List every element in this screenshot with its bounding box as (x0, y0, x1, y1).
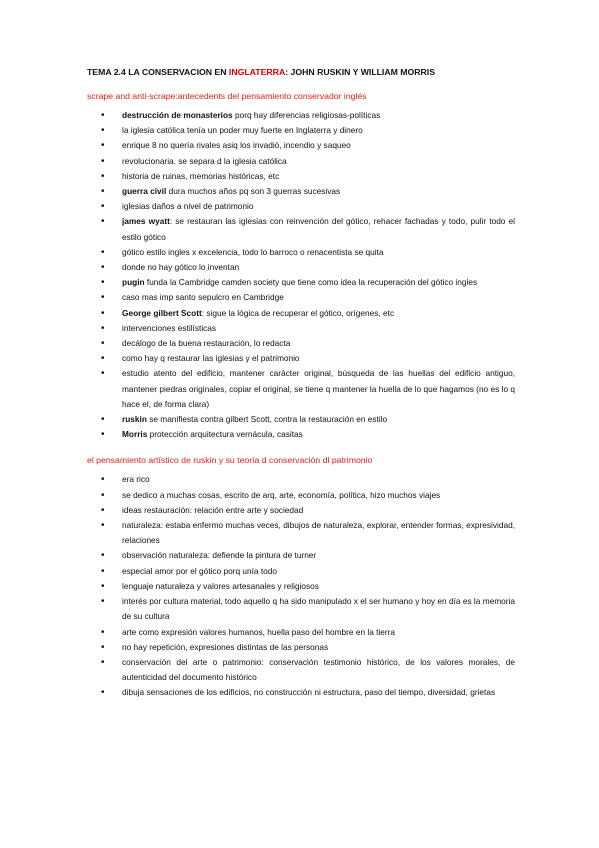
list-item (87, 412, 515, 427)
bullet-icon: • (101, 155, 105, 167)
list-item-text: : se restauran las iglesias con reinvención del gótico, rehacer fachadas y todo, pulir todo el estilo gótico (122, 216, 515, 242)
list-item (87, 503, 515, 518)
bullet-icon: • (101, 277, 105, 289)
list-item-text: gótico estilo ingles x excelencia, todo lo barroco o renacentista se quita (122, 246, 384, 257)
list-item-text: ideas restauración: relación entre arte y sociedad (122, 504, 304, 515)
list-item (87, 655, 515, 685)
list-item (87, 625, 515, 640)
bullet-icon: • (101, 550, 105, 562)
list-item-text: dura muchos años pq son 3 guerras sucesivas (166, 186, 341, 197)
list-item-bold-text: ruskin (122, 414, 147, 425)
list-item-text: la iglesia católica tenía un poder muy fuerte en Inglaterra y dinero (122, 125, 363, 136)
list-item-text: protección arquitectura vernácula, casitas (147, 429, 303, 440)
list-item (87, 640, 515, 655)
bullet-icon: • (101, 580, 105, 592)
bullet-icon: • (101, 641, 105, 653)
section-heading-ruskin-theory: el pensamiento artístico de ruskin y su teoría d conservación dl patrimonio (87, 455, 373, 466)
bullet-icon: • (101, 201, 105, 213)
bullet-list-antecedents (87, 108, 515, 442)
list-item-text: estudio atento del edificio, mantener carácter original, búsqueda de las huellas del edificio antiguo, mantener piedras originales, copiar el original, se tiene q mantener la huella de lo que hagamos (no es lo q hace el, de forma clara) (122, 368, 515, 409)
section-heading-antecedents: scrape and anti-scrape:antecedents del pensamiento conservador inglés (87, 91, 367, 101)
list-item-text: arte como expresión valores humanos, huella paso del hombre en la tierra (122, 626, 396, 637)
bullet-icon: • (101, 414, 105, 426)
list-item-text: donde no hay gótico lo inventan (122, 262, 240, 273)
bullet-icon: • (101, 246, 105, 258)
bullet-icon: • (101, 322, 105, 334)
list-item (87, 214, 515, 244)
document-body (87, 66, 515, 701)
list-item-text: intervenciones estilísticas (122, 322, 217, 333)
bullet-icon: • (101, 353, 105, 365)
list-item (87, 169, 515, 184)
bullet-list-ruskin-theory (87, 472, 515, 700)
list-item-text: se dedico a muchas cosas, escrito de arq, arte, economía, política, hizo muchos viajes (122, 489, 441, 500)
bullet-icon: • (101, 262, 105, 274)
list-item-text: no hay repetición, expresiones distintas de las personas (122, 641, 329, 652)
list-item-bold-text: destrucción de monasterios (122, 110, 233, 120)
list-item-text: se manifiesta contra gilbert Scott, contra la restauración en estilo (146, 414, 388, 425)
bullet-icon: • (101, 110, 105, 121)
page-title (87, 66, 515, 78)
list-item (87, 154, 515, 169)
bullet-icon: • (101, 368, 105, 380)
list-item-bold-text: james wyatt (122, 216, 170, 227)
list-item (87, 336, 515, 351)
list-item (87, 579, 515, 594)
list-item (87, 138, 515, 153)
bullet-icon: • (101, 429, 105, 441)
list-item (87, 245, 515, 260)
list-item (87, 199, 515, 214)
bullet-icon: • (101, 520, 105, 532)
list-item-text: decálogo de la buena restauración, lo redacta (122, 338, 291, 349)
list-item (87, 366, 515, 412)
list-item-bold-text: Morris (122, 429, 148, 440)
bullet-icon: • (101, 307, 105, 319)
list-item (87, 108, 515, 123)
title-highlight: INGLATERRA (228, 67, 286, 77)
list-item-bold-text: guerra civil (122, 186, 167, 197)
bullet-icon: • (101, 216, 105, 228)
list-item-text: enrique 8 no quería rivales asiq los invadió, incendio y saqueo (122, 140, 351, 151)
bullet-icon: • (101, 656, 105, 668)
bullet-icon: • (101, 125, 105, 137)
list-item (87, 427, 515, 442)
list-item (87, 564, 515, 579)
list-item (87, 594, 515, 624)
list-item-bold-text: George gilbert Scott (122, 307, 202, 318)
list-item-text: caso mas imp santo sepulcro en Cambridge (122, 292, 284, 303)
list-item-text: conservación del arte o patrimonio: conservación testimonio histórico, de los valores morales, de autenticidad del documento histórico (122, 656, 515, 683)
bullet-icon: • (101, 626, 105, 638)
list-item (87, 488, 515, 503)
list-item-text: naturaleza: estaba enfermo muchas veces, dibujos de naturaleza, explorar, entender formas, expresividad, relaciones (122, 520, 515, 546)
list-item-text: especial amor por el gótico porq unía todo (122, 565, 277, 576)
list-item-text: revolucionaria. se separa d la iglesia católica (122, 155, 287, 166)
list-item (87, 290, 515, 305)
list-item (87, 685, 515, 700)
list-item-text: iglesias daños a nivel de patrimonio (122, 201, 254, 212)
list-item-text: : sigue la lógica de recuperar el gótico, orígenes, etc (201, 307, 395, 318)
bullet-icon: • (101, 504, 105, 516)
bullet-icon: • (101, 292, 105, 304)
list-item-text: dibuja sensaciones de los edificios, no construcción ni estructura, paso del tiempo, diversidad, grietas (122, 687, 496, 698)
bullet-icon: • (101, 489, 105, 501)
list-item (87, 518, 515, 548)
list-item (87, 351, 515, 366)
list-item (87, 306, 515, 321)
bullet-icon: • (101, 687, 105, 699)
title-suffix: : JOHN RUSKIN Y WILLIAM MORRIS (285, 67, 436, 77)
list-item-text: interés por cultura material, todo aquello q ha sido manipulado x el ser humano y hoy en día es la memoria de su cultura (122, 596, 515, 622)
bullet-icon: • (101, 474, 105, 486)
bullet-icon: • (101, 170, 105, 182)
list-item (87, 275, 515, 290)
list-item (87, 260, 515, 275)
bullet-icon: • (101, 186, 105, 198)
bullet-icon: • (101, 338, 105, 350)
list-item-text: observación naturaleza: defiende la pintura de turner (122, 550, 317, 561)
bullet-icon: • (101, 596, 105, 608)
title-prefix: TEMA 2.4 LA CONSERVACION EN (87, 67, 229, 77)
list-item-text: era rico (122, 474, 150, 485)
list-item (87, 548, 515, 563)
list-item-bold-text: pugin (122, 277, 145, 288)
list-item (87, 321, 515, 336)
list-item (87, 123, 515, 138)
list-item-text: porq hay diferencias religiosas-políticas (232, 110, 381, 120)
list-item-text: funda la Cambridge camden society que tiene como idea la recuperación del gótico ingles (144, 277, 478, 288)
list-item-text: lenguaje naturaleza y valores artesanales y religiosos (122, 580, 319, 591)
list-item-text: como hay q restaurar las iglesias y el patrimonio (122, 353, 300, 364)
bullet-icon: • (101, 140, 105, 152)
bullet-icon: • (101, 565, 105, 577)
list-item (87, 184, 515, 199)
list-item (87, 472, 515, 487)
list-item-text: historia de ruinas, memorias históricas, etc (122, 170, 280, 181)
